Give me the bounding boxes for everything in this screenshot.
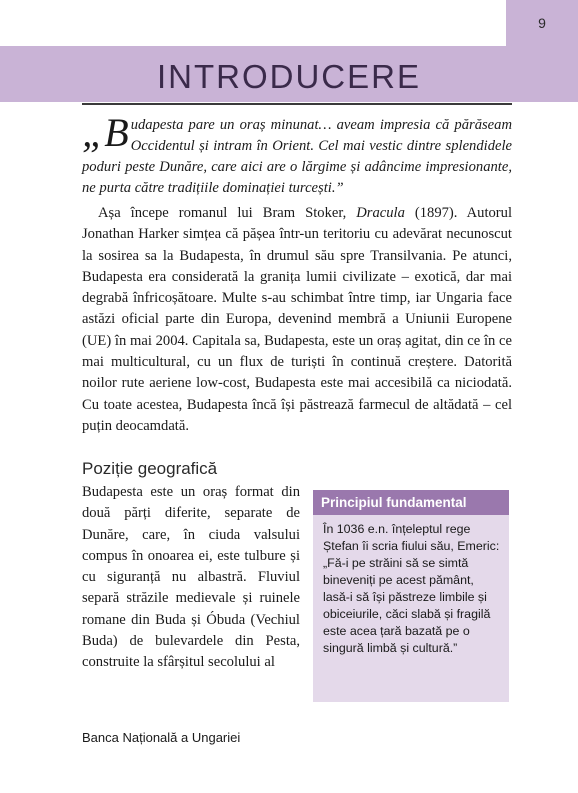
section-paragraph: Budapesta este un oraș format din două părți diferite, separate de Dunăre, care, în ciuda valsului compus în onoarea ei, este tulbure și cu siguranță nu albastră. Fluviul separă străzile medievale și ruinele romane din Buda și Óbuda (Vechiul Buda) de bulevardele din Pesta, construite la sfârșitul secolului al bbox=[82, 484, 300, 671]
quote-dropcap bbox=[82, 110, 129, 155]
section-heading: Poziție geografică bbox=[82, 459, 218, 478]
page-number-tab bbox=[506, 0, 578, 46]
quote-initial: B bbox=[104, 110, 129, 155]
page-number: 9 bbox=[538, 15, 546, 31]
sidebar-box bbox=[313, 490, 509, 702]
intro-paragraph bbox=[82, 203, 512, 437]
sidebar-text: În 1036 e.n. înțeleptul rege Ștefan îi scria fiului său, Emeric: „Fă-i pe străini să se simtă bineveniți pe acest pământ, lasă-i să își păstreze limbile și obiceiurile, căci slabă și fragilă este acea țară bazată pe o singură limbă și cultură.” bbox=[323, 522, 500, 655]
sidebar-title: Principiul fundamental bbox=[313, 490, 509, 515]
book-title: Dracula bbox=[356, 205, 405, 221]
quote-text: udapesta pare un oraș minunat… aveam impresia că părăseam Occidentul și intram în Orient. Cel mai vestic dintre splendidele poduri peste Dunăre, care aici are o lărgime și adâncime impresionante, ne purta către tradițiile dominației turcești.” bbox=[82, 117, 512, 196]
intro-text-1: Așa începe romanul lui Bram Stoker, bbox=[98, 205, 357, 221]
intro-text-2: (1897). Autorul Jonathan Harker simțea că pășea într-un teritoriu cu adevărat necunoscut la sosirea sa la Budapesta, în drumul său spre Transilvania. Pe atunci, Budapesta era considerată la granița lumii civilizate – exotică, dar mai degrabă înfricoșătoare. Multe s-au schimbat între timp, iar Ungaria face astăzi oficial parte din Europa, devenind membră a Uniunii Europene (UE) în mai 2004. Capitala sa, Budapesta, este un oraș agitat, din ce în ce mai multicultural, cu un flux de turiști în continuă creștere. Datorită noilor rute aeriene low-cost, Budapesta este mai accesibilă ca niciodată. Cu toate acestea, Budapesta încă își păstrează farmecul de altădată – cel puțin deocamdată. bbox=[82, 205, 513, 434]
page-title: INTRODUCERE bbox=[156, 58, 421, 95]
opening-quote bbox=[82, 110, 512, 199]
title-rule bbox=[82, 103, 512, 105]
image-caption: Banca Națională a Ungariei bbox=[82, 730, 241, 745]
quote-open-mark: „ bbox=[82, 110, 105, 155]
